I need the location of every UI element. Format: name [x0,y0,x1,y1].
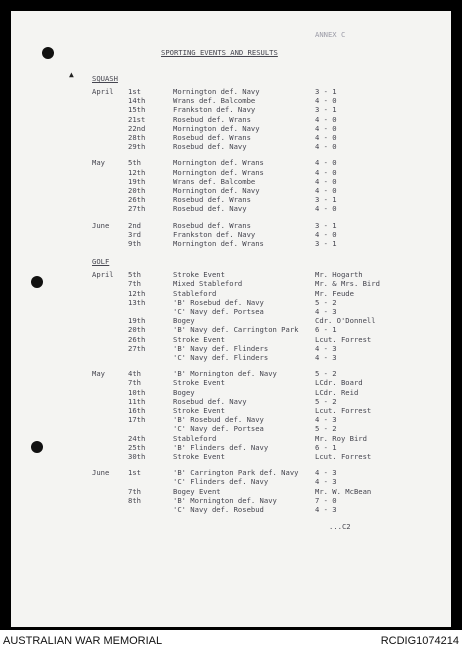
result-cell: 3 - 1 [315,195,337,205]
day-cell: 12th [128,288,146,298]
result-cell: 4 - 0 [315,167,337,177]
event-cell: Stroke Event [173,452,225,461]
event-cell: 'C' Navy def. Rosebud [173,505,264,514]
event-cell: Bogey Event [173,486,221,496]
punch-hole [42,47,54,59]
event-cell: 'B' Rosebud def. Navy [173,415,264,425]
result-cell: 4 - 0 [315,114,337,124]
result-cell: LCdr. Reid [315,387,359,397]
result-cell: Mr. Hogarth [315,270,363,280]
event-cell: 'B' Carrington Park def. Navy [173,468,299,478]
golf-heading: GOLF [92,257,110,267]
punch-hole [31,276,43,288]
event-cell: Bogey [173,387,195,397]
result-cell: 3 - 1 [315,239,337,248]
day-cell: 7th [128,486,141,496]
result-cell: 3 - 1 [315,105,337,115]
result-cell: 4 - 0 [315,142,337,152]
result-cell: Lcut. Forrest [315,452,372,461]
day-cell: 16th [128,406,146,415]
month-label: April [92,270,114,280]
event-cell: Stroke Event [173,270,225,280]
day-cell: 3rd [128,229,141,239]
footer-left: AUSTRALIAN WAR MEMORIAL [3,635,163,647]
day-cell: 20th [128,186,146,195]
day-cell: 7th [128,279,141,289]
day-cell: 12th [128,167,146,177]
annex-label: ANNEX C [315,30,346,39]
event-cell: Bogey [173,316,195,326]
day-cell: 7th [128,378,141,388]
day-cell: 24th [128,433,146,443]
document-page [11,11,451,627]
event-cell: Stroke Event [173,334,225,344]
result-cell: 5 - 2 [315,369,337,379]
event-cell: 'B' Mornington def. Navy [173,369,277,379]
result-cell: 4 - 0 [315,204,337,214]
event-cell: Mornington def. Wrans [173,167,264,177]
day-cell: 13th [128,297,146,307]
day-cell: 22nd [128,123,146,133]
event-cell: 'B' Rosebud def. Navy [173,297,264,307]
event-cell: Mornington def. Navy [173,87,260,96]
event-cell: 'B' Navy def. Carrington Park [173,325,299,335]
result-cell: 4 - 3 [315,307,337,316]
result-cell: 5 - 2 [315,396,337,406]
result-cell: Cdr. O'Donnell [315,316,376,326]
result-cell: 4 - 0 [315,133,337,142]
result-cell: 5 - 2 [315,297,337,307]
event-cell: 'B' Flinders def. Navy [173,442,269,452]
result-cell: Mr. Roy Bird [315,433,367,443]
result-cell: Lcut. Forrest [315,406,372,415]
day-cell: 15th [128,105,146,115]
event-cell: Stroke Event [173,378,225,388]
result-cell: 3 - 1 [315,220,337,230]
result-cell: 3 - 1 [315,87,337,96]
result-cell: 7 - 0 [315,495,337,505]
day-cell: 5th [128,158,141,168]
day-cell: 26th [128,195,146,205]
event-cell: Rosebud def. Navy [173,396,247,406]
day-cell: 29th [128,142,146,152]
day-cell: 4th [128,369,141,379]
event-cell: Rosebud def. Wrans [173,114,251,124]
event-cell: Wrans def. Balcombe [173,96,256,106]
result-cell: 5 - 2 [315,424,337,434]
day-cell: 14th [128,96,146,106]
result-cell: 4 - 3 [315,353,337,362]
event-cell: Rosebud def. Navy [173,142,247,152]
day-cell: 19th [128,176,146,186]
day-cell: 27th [128,204,146,214]
result-cell: Mr. & Mrs. Bird [315,279,380,289]
event-cell: Mornington def. Wrans [173,239,264,248]
event-cell: Mornington def. Wrans [173,158,264,168]
footer-right: RCDIG1074214 [380,635,459,647]
event-cell: 'C' Navy def. Portsea [173,424,264,434]
day-cell: 27th [128,343,146,353]
event-cell: Rosebud def. Wrans [173,220,251,230]
event-cell: Mornington def. Navy [173,186,260,195]
event-cell: Frankston def. Navy [173,105,256,115]
day-cell: 11th [128,396,146,406]
day-cell: 30th [128,452,146,461]
result-cell: Mr. W. McBean [315,486,372,496]
result-cell: 4 - 3 [315,477,337,487]
day-cell: 17th [128,415,146,425]
event-cell: Stableford [173,288,217,298]
event-cell: Stableford [173,433,217,443]
day-cell: 1st [128,468,141,478]
event-cell: 'C' Flinders def. Navy [173,477,269,487]
day-cell: 26th [128,334,146,344]
result-cell: 4 - 3 [315,468,337,478]
event-cell: Stroke Event [173,406,225,415]
event-cell: 'C' Navy def. Flinders [173,353,269,362]
month-label: May [92,158,105,168]
result-cell: 4 - 0 [315,96,337,106]
event-cell: Rosebud def. Navy [173,204,247,214]
result-cell: 4 - 0 [315,123,337,133]
page-title: SPORTING EVENTS AND RESULTS [161,48,278,57]
squash-heading: SQUASH [92,74,118,83]
result-cell: 6 - 1 [315,442,337,452]
result-cell: 4 - 0 [315,158,337,168]
continuation-marker: ...C2 [329,522,351,531]
day-cell: 25th [128,442,146,452]
result-cell: 4 - 3 [315,505,337,514]
result-cell: LCdr. Board [315,378,363,388]
result-cell: Mr. Feude [315,288,354,298]
event-cell: Mornington def. Navy [173,123,260,133]
day-cell: 1st [128,87,141,96]
day-cell: 5th [128,270,141,280]
event-cell: Rosebud def. Wrans [173,195,251,205]
event-cell: Frankston def. Navy [173,229,256,239]
staple-mark: ▲ [69,70,74,79]
result-cell: 4 - 3 [315,415,337,425]
event-cell: 'C' Navy def. Portsea [173,307,264,316]
day-cell: 21st [128,114,146,124]
month-label: June [92,468,110,478]
punch-hole [31,441,43,453]
month-label: April [92,87,114,96]
result-cell: 6 - 1 [315,325,337,335]
day-cell: 9th [128,239,141,248]
event-cell: 'B' Mornington def. Navy [173,495,277,505]
day-cell: 28th [128,133,146,142]
result-cell: 4 - 0 [315,176,337,186]
month-label: June [92,220,110,230]
day-cell: 20th [128,325,146,335]
result-cell: Lcut. Forrest [315,334,372,344]
day-cell: 10th [128,387,146,397]
event-cell: 'B' Navy def. Flinders [173,343,269,353]
day-cell: 19th [128,316,146,326]
event-cell: Rosebud def. Wrans [173,133,251,142]
month-label: May [92,369,105,379]
event-cell: Mixed Stableford [173,279,243,289]
event-cell: Wrans def. Balcombe [173,176,256,186]
day-cell: 2nd [128,220,141,230]
day-cell: 8th [128,495,141,505]
result-cell: 4 - 0 [315,186,337,195]
archive-footer [0,630,462,653]
result-cell: 4 - 3 [315,343,337,353]
result-cell: 4 - 0 [315,229,337,239]
